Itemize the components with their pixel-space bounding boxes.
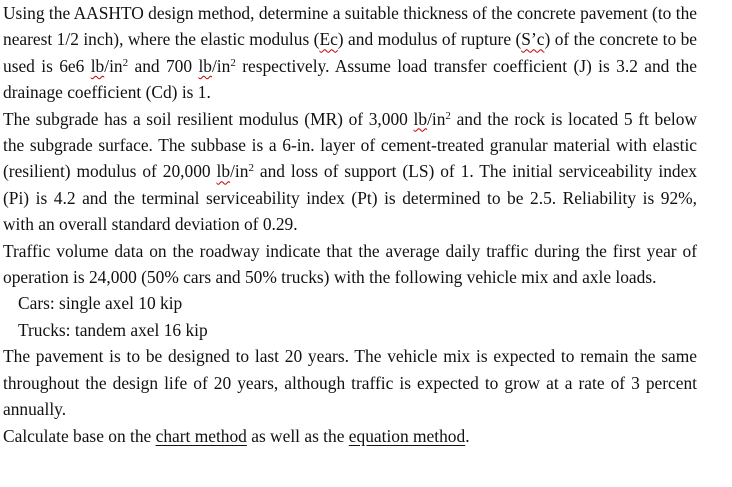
rupture-modulus-symbol: S’c [521, 29, 545, 50]
text-run: respectively. Assume load transfer coefficient (J) is 3.2 and the drainage coefficient (Cd) is 1. [3, 55, 697, 103]
text-run: . [465, 425, 470, 446]
superscript: 2 [248, 162, 254, 175]
text-run: Using the AASHTO design method, determine a suitable thickness of the concrete pavement (to the nearest 1/2 inch), where the elastic modulus ( [3, 3, 697, 50]
superscript: 2 [230, 56, 236, 69]
vehicle-mix-trucks: Trucks: tandem axel 16 kip [18, 319, 208, 340]
elastic-modulus-symbol: Ec [319, 29, 338, 50]
unit-lb: lb [198, 55, 212, 76]
text-run: /in [230, 161, 249, 182]
vehicle-mix-cars: Cars: single axel 10 kip [18, 293, 183, 314]
chart-method-underlined: chart method [155, 425, 247, 446]
text-run: Calculate base on the [3, 425, 156, 446]
text-run: and loss of support (LS) of 1. The initial serviceability index (Pi) is 4.2 and the terminal serviceability index (Pt) is determined to be 2.5. Reliability is 92%, with an overall standard deviation of 0.29. [3, 161, 698, 235]
paragraph-subgrade [3, 106, 697, 238]
text-run: The subgrade has a soil resilient modulus (MR) of 3,000 [3, 108, 414, 129]
paragraph-design-life: The pavement is to be designed to last 20 years. The vehicle mix is expected to remain the same throughout the design life of 20 years, although traffic is expected to grow at a rate of 3 percent annually. [3, 346, 697, 420]
superscript: 2 [445, 109, 451, 122]
paragraph-traffic: Traffic volume data on the roadway indicate that the average daily traffic during the first year of operation is 24,000 (50% cars and 50% trucks) with the following vehicle mix and axle loads. [3, 240, 697, 288]
text-run: and 700 [128, 55, 199, 76]
superscript: 2 [122, 56, 129, 69]
text-run: ) of the concrete to be used is 6e6 [3, 29, 698, 76]
text-run: and the rock is located 5 ft below the subgrade surface. The subbase is a 6-in. layer of cement-treated granular material with elastic (resilient) modulus of 20,000 [3, 108, 697, 182]
problem-document [3, 0, 697, 449]
text-run: /in [211, 55, 231, 76]
text-run: ) and modulus of rupture ( [337, 29, 522, 50]
unit-lb: lb [216, 161, 231, 182]
text-run: /in [427, 108, 446, 129]
paragraph-design-parameters [3, 0, 697, 106]
equation-method-underlined: equation method [348, 425, 466, 446]
text-run: /in [104, 55, 123, 76]
unit-lb: lb [413, 108, 428, 129]
unit-lb: lb [90, 55, 105, 76]
paragraph-instruction [3, 423, 697, 449]
text-run: as well as the [246, 425, 349, 446]
